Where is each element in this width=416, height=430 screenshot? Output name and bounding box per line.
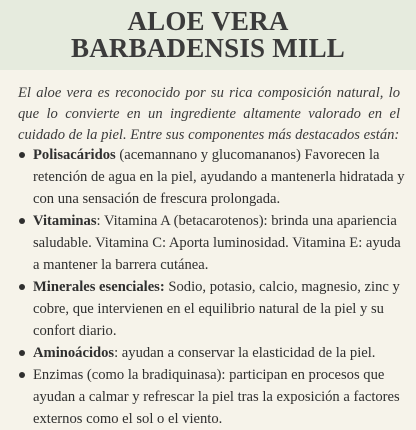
item-term: Minerales esenciales: [33,279,165,295]
item-text: Enzimas (como la bradiquinasa): participan en procesos que ayudan a calmar y refrescar la piel tras la exposición a factores externos como el sol o el viento. [33,367,400,427]
item-text: : ayudan a conservar la elasticidad de la piel. [114,345,376,361]
title-line-1: ALOE VERA [127,6,289,36]
title-line-2: BARBADENSIS MILL [70,33,346,63]
components-list [14,144,406,430]
list-item-vitaminas [14,210,406,276]
item-term: Aminoácidos [33,345,115,361]
intro-paragraph: El aloe vera es reconocido por su rica composición natural, lo que lo convierte en un ingrediente altamente valorado en el cuidado de la piel. Entre sus componentes más destacados están: [18,85,400,143]
bullet-icon [19,350,25,356]
item-text: (acemannano y glucomananos) Favorecen la retención de agua en la piel, ayudando a mantenerla hidratada y con una sensación de frescura prolongada. [33,147,405,207]
item-text: Sodio, potasio, calcio, magnesio, zinc y cobre, que intervienen en el equilibrio natural de la piel y su confort diario. [33,279,400,339]
list-item-enzimas [14,364,406,430]
list-item-minerales [14,276,406,342]
list-item-aminoacidos [14,342,406,364]
bullet-icon [19,372,25,378]
bullet-icon [19,152,25,158]
item-term: Polisacáridos [33,147,116,163]
item-term: Vitaminas [33,213,97,229]
bullet-icon [19,218,25,224]
bullet-icon [19,284,25,290]
item-text: : Vitamina A (betacarotenos): brinda una apariencia saludable. Vitamina C: Aporta luminosidad. Vitamina E: ayuda a mantener la barrera cutánea. [33,213,401,273]
list-item-polisacaridos [14,144,406,210]
